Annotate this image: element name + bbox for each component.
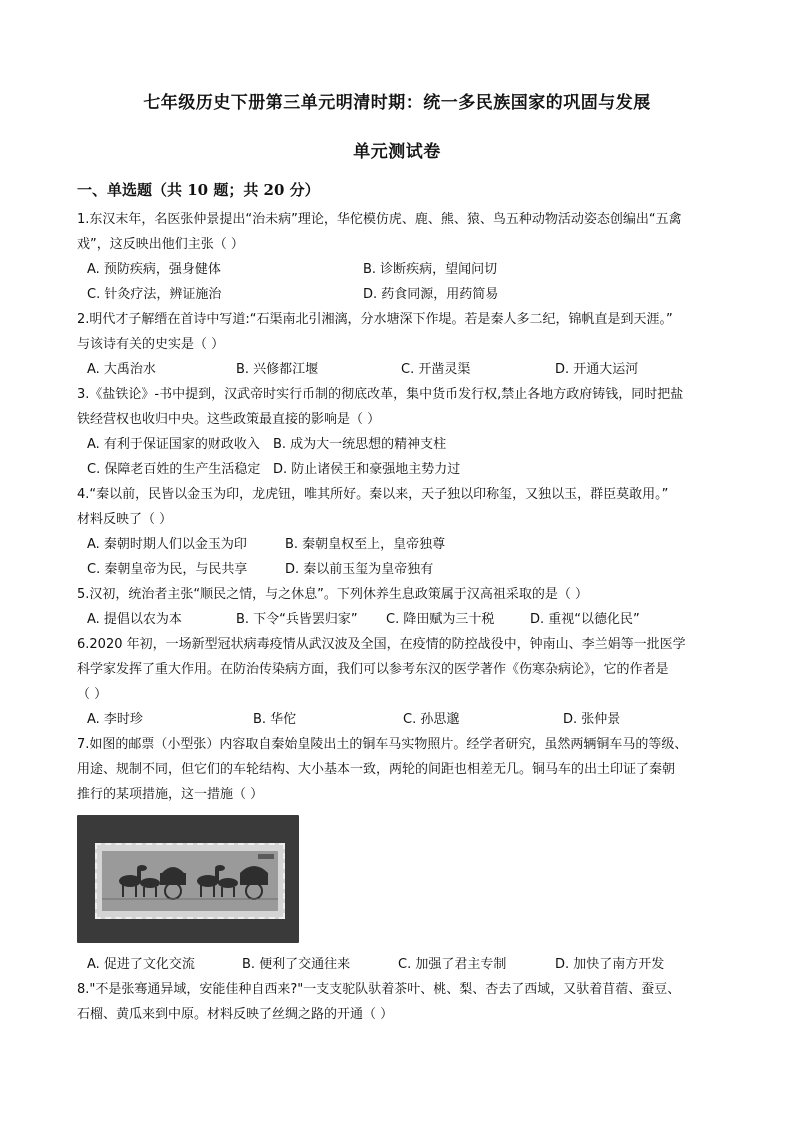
question-7-line-2: 用途、规制不同，但它们的车轮结构、大小基本一致，两轮的间距也相差无几。铜马车的出土印证了秦朝 [77, 762, 676, 777]
question-1-line-1: 1.东汉末年，名医张仲景提出“治未病”理论，华佗模仿虎、鹿、熊、猿、鸟五种动物活动姿态创编出“五禽 [77, 212, 682, 227]
exam-subtitle: 单元测试卷 [353, 142, 441, 162]
question-1-line-2: 戏”，这反映出他们主张（ ） [77, 237, 244, 252]
question-3-line-2: 铁经营权也收归中央。这些政策最直接的影响是（ ） [77, 412, 381, 427]
question-3-option-b: B. 成为大一统思想的精神支柱 [273, 437, 447, 452]
question-3-line-1: 3.《盐铁论》-书中提到，汉武帝时实行币制的彻底改革，集中货币发行权,禁止各地方政府铸钱，同时把盐 [77, 387, 684, 402]
question-6-option-a: A. 李时珍 [87, 712, 143, 727]
question-5-option-c: C. 降田赋为三十税 [386, 612, 495, 627]
question-4-option-d: D. 秦以前玉玺为皇帝独有 [285, 562, 434, 577]
section-heading: 一、单选题（共 10 题；共 20 分） [77, 181, 320, 199]
question-6-line-3: （ ） [77, 687, 108, 702]
question-5-option-a: A. 提倡以农为本 [87, 612, 182, 627]
question-4-line-2: 材料反映了（ ） [77, 512, 173, 527]
question-7-option-d: D. 加快了南方开发 [555, 957, 665, 972]
question-6-option-b: B. 华佗 [253, 712, 297, 727]
question-3-option-d: D. 防止诸侯王和豪强地主势力过 [273, 462, 461, 477]
bronze-chariot-illustration [102, 851, 278, 911]
question-6-line-1: 6.2020 年初，一场新型冠状病毒疫情从武汉波及全国，在疫情的防控战役中，钟南山、李兰娟等一批医学 [77, 637, 686, 652]
question-3-option-c: C. 保障老百姓的生产生活稳定 [87, 462, 261, 477]
question-3-option-a: A. 有利于保证国家的财政收入 [87, 437, 260, 452]
question-1-option-c: C. 针灸疗法，辨证施治 [87, 287, 222, 302]
question-4-option-c: C. 秦朝皇帝为民，与民共享 [87, 562, 248, 577]
question-6-option-c: C. 孙思邈 [403, 712, 460, 727]
question-2-option-c: C. 开凿灵渠 [401, 362, 471, 377]
question-1-option-a: A. 预防疾病，强身健体 [87, 262, 221, 277]
question-4-option-b: B. 秦朝皇权至上，皇帝独尊 [285, 537, 446, 552]
question-2-line-2: 与该诗有关的史实是（ ） [77, 337, 225, 352]
stamp-sheet [95, 843, 285, 919]
question-2-option-a: A. 大禹治水 [87, 362, 156, 377]
stamp-photo [77, 815, 299, 943]
question-2-option-b: B. 兴修都江堰 [236, 362, 319, 377]
question-7-option-b: B. 便利了交通往来 [242, 957, 351, 972]
question-7-option-c: C. 加强了君主专制 [398, 957, 507, 972]
question-2-line-1: 2.明代才子解缙在首诗中写道:“石渠南北引湘漓，分水塘深下作堤。若是秦人多二纪，锦帆直是到天涯。” [77, 312, 673, 327]
question-2-option-d: D. 开通大运河 [555, 362, 639, 377]
question-4-option-a: A. 秦朝时期人们以金玉为印 [87, 537, 247, 552]
question-7-option-a: A. 促进了文化交流 [87, 957, 195, 972]
exam-title: 七年级历史下册第三单元明清时期：统一多民族国家的巩固与发展 [143, 93, 651, 113]
question-4-line-1: 4.“秦以前，民皆以金玉为印，龙虎钮，唯其所好。秦以来，天子独以印称玺，又独以玉，群臣莫敢用。” [77, 487, 669, 502]
question-8-line-2: 石榴、黄瓜来到中原。材料反映了丝绸之路的开通（ ） [77, 1007, 394, 1022]
question-1-option-b: B. 诊断疾病，望闻问切 [363, 262, 498, 277]
question-8-line-1: 8."不是张骞通异域，安能佳种自西来?"一支支驼队驮着茶叶、桃、梨、杏去了西域，又驮着苜蓿、蚕豆、 [77, 982, 681, 997]
question-6-option-d: D. 张仲景 [563, 712, 621, 727]
question-7-line-1: 7.如图的邮票（小型张）内容取自秦始皇陵出土的铜车马实物照片。经学者研究，虽然两辆铜车马的等级、 [77, 737, 688, 752]
bronze-chariot-image [102, 851, 278, 911]
question-6-line-2: 科学家发挥了重大作用。在防治传染病方面，我们可以参考东汉的医学著作《伤寒杂病论》，它的作者是 [77, 662, 669, 677]
question-7-line-3: 推行的某项措施，这一措施（ ） [77, 787, 264, 802]
question-5-option-b: B. 下令“兵皆罢归家” [236, 612, 358, 627]
question-1-option-d: D. 药食同源，用药简易 [363, 287, 499, 302]
question-5-option-d: D. 重视“以德化民” [530, 612, 640, 627]
question-5-line-1: 5.汉初，统治者主张“顺民之情，与之休息”。下列休养生息政策属于汉高祖采取的是（ ） [77, 587, 589, 602]
